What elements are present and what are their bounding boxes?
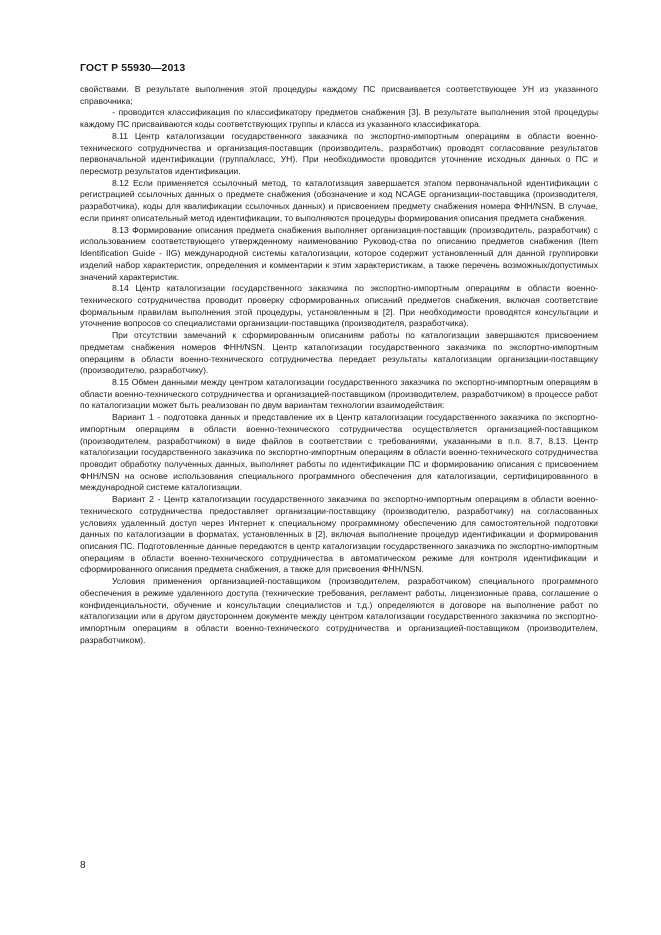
- page-number: 8: [80, 860, 86, 871]
- paragraph-variant-1: Вариант 1 - подготовка данных и представление их в Центр каталогизации государственного заказчика по экспортно-импортным операциям в области военно-технического сотрудничества осуществляется организацией-поставщиком (производителем, разработчиком) в виде файлов в соответствии с требованиями, указанными в п.п. 8.7, 8.13. Центр каталогизации государственного заказчика по экспортно-импортным операциям в области военно-технического сотрудничества проводит обработку полученных данных, выполняет работы по идентификации ПС и формированию описания с присвоением ФНН/NSN на основе использования специального программного обеспечения для каталогизации, сертифицированного в международной системе каталогизации.: [80, 412, 598, 493]
- paragraph-continuation: свойствами. В результате выполнения этой процедуры каждому ПС присваивается соответствующее УН из указанного справочника;: [80, 84, 598, 106]
- paragraph-variant-2: Вариант 2 - Центр каталогизации государственного заказчика по экспортно-импортным операциям в области военно-технического сотрудничества предоставляет организации-поставщику (производителю, разработчику) на согласованных условиях удаленный доступ через Интернет к специальному программному обеспечению для самостоятельной подготовки данных по каталогизации в форматах, установленных в [2], включая выполнение процедур идентификации и формирования описания ПС. Подготовленные данные передаются в центр каталогизации государственного заказчика по экспортно-импортным операциям в области военно-технического сотрудничества в автоматическом режиме для контроля идентификации и сформированного описания предмета снабжения, а также для присвоения ФНН/NSN.: [80, 494, 598, 575]
- paragraph-8-11: 8.11 Центр каталогизации государственного заказчика по экспортно-импортным операциям в области военно-технического сотрудничества и организация-поставщик (производитель, разработчик) проводят согласование результатов первоначальной идентификации (группа/класс, УН). При необходимости проводится уточнение исходных данных о ПС и пересмотр результатов идентификации.: [80, 130, 598, 177]
- paragraph-8-14: 8.14 Центр каталогизации государственного заказчика по экспортно-импортным операциям в области военно-технического сотрудничества проводит проверку сформированных описаний предметов снабжения, включая соответствие формальным правилам выполнения этой процедуры, установленным в [2]. При необходимости проводятся консультации и уточнение вопросов со специалистами организации-поставщика (производителя, разработчика).: [80, 283, 598, 329]
- paragraph-list-item-classification: - проводится классификация по классификатору предметов снабжения [3]. В результате выполнения этой процедуры каждому ПС присваиваются коды соответствующих группы и класса из указанного классификатора.: [80, 107, 598, 130]
- paragraph-8-12: 8.12 Если применяется ссылочный метод, то каталогизация завершается этапом первоначальной идентификации с регистрацией ссылочных данных о предмете снабжения (обозначение и код NCAGE организации-поставщика (производителя, разработчика), коды для квалификации ссылочных данных) и присвоением предмету снабжения номера ФНН/NSN. В случае, если принят описательный метод идентификации, то выполняются процедуры формирования описания предмета снабжения.: [80, 177, 598, 223]
- document-header: ГОСТ Р 55930—2013: [80, 62, 186, 74]
- paragraph-8-15: 8.15 Обмен данными между центром каталогизации государственного заказчика по экспортно-импортным операциям в области военно-технического сотрудничества и организацией-поставщиком (производителем, разработчиком) в процессе работ по каталогизации может быть реализован по двум вариантам технологии взаимодействия:: [80, 376, 598, 411]
- document-body: [80, 84, 598, 647]
- paragraph-conditions: Условия применения организацией-поставщиком (производителем, разработчиком) специального программного обеспечения в режиме удаленного доступа (технические требования, регламент работы, лицензионные права, соглашение о конфиденциальности, обучение и консультации специалистов и т.д.) определяются в договоре на выполнение работ по каталогизации или в другом двустороннем документе между центром каталогизации государственного заказчика по экспортно-импортным операциям в области военно-технического сотрудничества и организацией-поставщиком (производителем, разработчиком).: [80, 576, 598, 645]
- paragraph-no-remarks: При отсутствии замечаний к сформированным описаниям работы по каталогизации завершаются присвоением предметам снабжения номеров ФНН/NSN. Центр каталогизации государственного заказчика по экспортно-импортным операциям в области военно-технического сотрудничества передает результаты каталогизации организации-поставщику (производителю, разработчику).: [80, 330, 598, 376]
- paragraph-8-13: 8.13 Формирование описания предмета снабжения выполняет организация-поставщик (производитель, разработчик) с использованием соответствующего утвержденному наименованию Руковод-ства по описанию предметов снабжения (Item Identification Guide - IIG) международной системы каталогизации, которое содержит установленный для данной группировки изделий набор характеристик, определения и комментарии к этим характеристикам, а также перечень возможных/допустимых значений характеристик.: [80, 224, 598, 282]
